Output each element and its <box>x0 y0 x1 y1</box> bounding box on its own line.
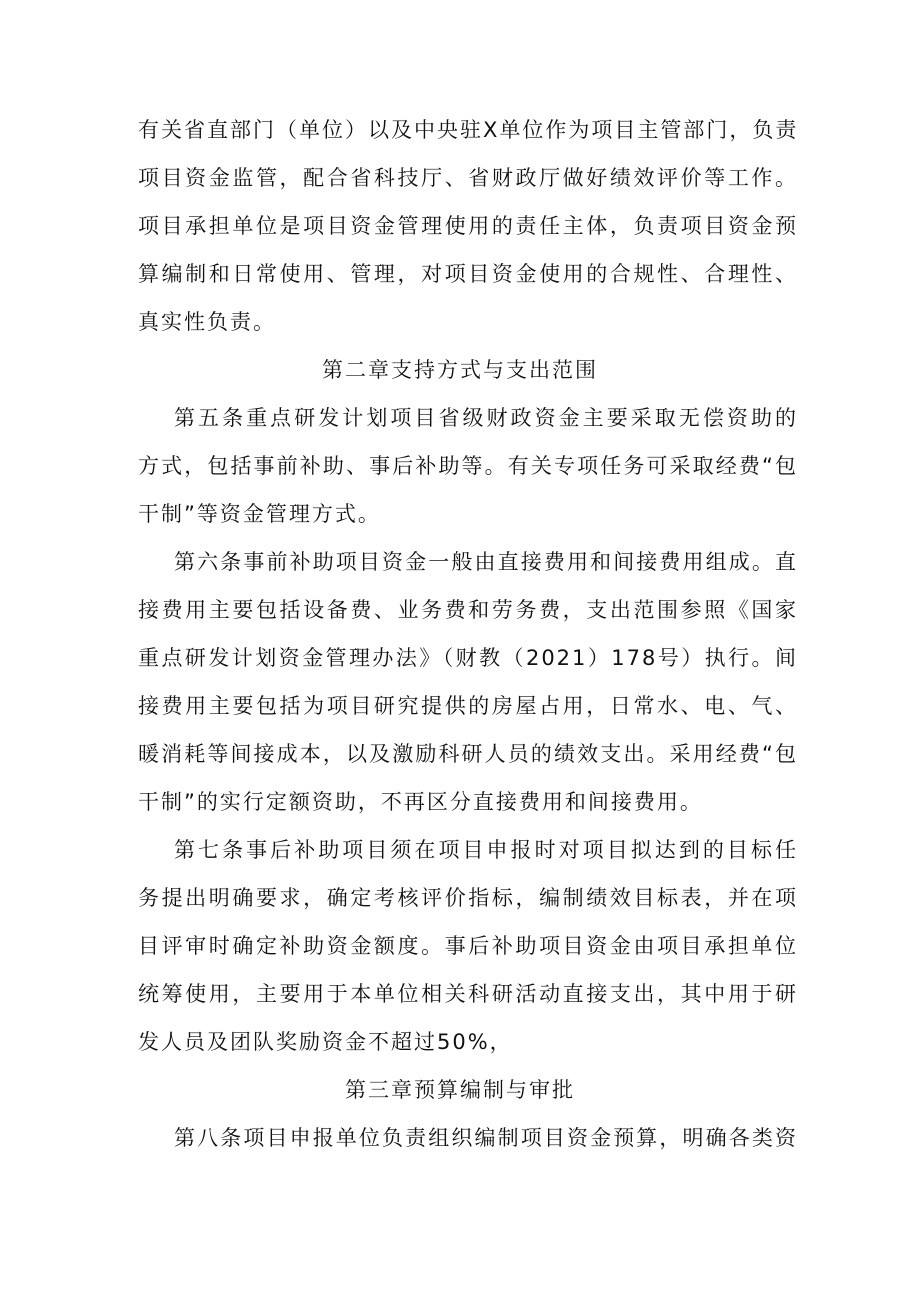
paragraph-line: 干制”等资金管理方式。 <box>138 502 381 526</box>
paragraph-line: 项目资金监管，配合省科技厅、省财政厅做好绩效评价等工作。 <box>138 166 798 190</box>
paragraph-line: 重点研发计划资金管理办法》（财教（2021）178号）执行。间 <box>138 646 798 670</box>
paragraph-line: 目评审时确定补助资金额度。事后补助项目资金由项目承担单位 <box>138 934 798 958</box>
paragraph-line: 发人员及团队奖励资金不超过50%， <box>138 1030 513 1054</box>
paragraph-line: 暖消耗等间接成本，以及激励科研人员的绩效支出。采用经费“包 <box>138 742 798 766</box>
paragraph-line: 方式，包括事前补助、事后补助等。有关专项任务可采取经费“包 <box>138 454 798 478</box>
paragraph-line: 有关省直部门（单位）以及中央驻X单位作为项目主管部门，负责 <box>138 118 799 142</box>
paragraph-line: 真实性负责。 <box>138 310 276 334</box>
paragraph-line: 第五条重点研发计划项目省级财政资金主要采取无偿资助的 <box>174 406 798 430</box>
chapter-heading: 第二章支持方式与支出范围 <box>322 358 598 382</box>
paragraph-line: 第八条项目申报单位负责组织编制项目资金预算，明确各类资 <box>174 1126 798 1150</box>
paragraph-line: 第六条事前补助项目资金一般由直接费用和间接费用组成。直 <box>174 550 798 574</box>
paragraph-line: 接费用主要包括为项目研究提供的房屋占用，日常水、电、气、 <box>138 694 798 718</box>
paragraph-line: 项目承担单位是项目资金管理使用的责任主体，负责项目资金预 <box>138 214 798 238</box>
paragraph-line: 统筹使用，主要用于本单位相关科研活动直接支出，其中用于研 <box>138 982 798 1006</box>
paragraph-line: 第七条事后补助项目须在项目申报时对项目拟达到的目标任 <box>174 838 798 862</box>
paragraph-line: 算编制和日常使用、管理，对项目资金使用的合规性、合理性、 <box>138 262 798 286</box>
paragraph-line: 务提出明确要求，确定考核评价指标，编制绩效目标表，并在项 <box>138 886 798 910</box>
paragraph-line: 干制”的实行定额资助，不再区分直接费用和间接费用。 <box>138 790 703 814</box>
paragraph-line: 接费用主要包括设备费、业务费和劳务费，支出范围参照《国家 <box>138 598 798 622</box>
chapter-heading: 第三章预算编制与审批 <box>345 1078 575 1102</box>
